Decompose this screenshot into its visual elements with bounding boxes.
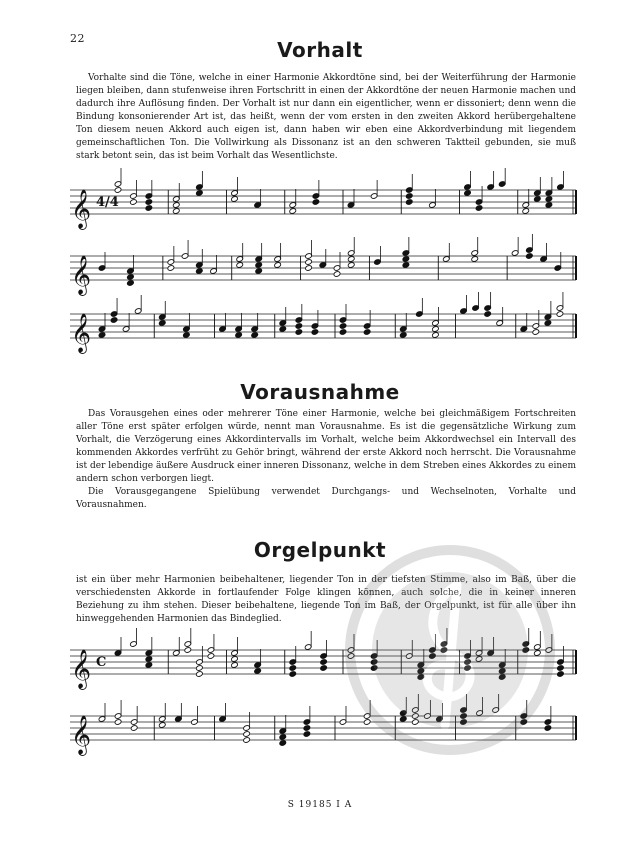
- vorhalt-staff-1: [68, 172, 580, 230]
- treble-clef-icon: 𝄞: [71, 649, 92, 689]
- time-signature: 4/4: [96, 195, 119, 210]
- section-title-orgelpunkt: Orgelpunkt: [253, 538, 387, 562]
- treble-clef-icon: 𝄞: [71, 715, 92, 755]
- treble-clef-icon: 𝄞: [71, 255, 92, 295]
- vorhalt-paragraph-text: Vorhalte sind die Töne, welche in einer Harmonie Akkordtöne sind, bei der Weiterführung der Harmonie liegen bleiben, dann stufenweise ihren Fortschritt in einen der Akkordtöne der neuen Harmonie machen und dadurch ihre Auflösung finden. Der Vorhalt ist nur dann ein eigentlicher, wenn er dissoniert; denn wenn die Bindung konsonierender Art ist, das heißt, wenn der vom ersten in den zweiten Akkord herübergehaltene Ton diesem neuen Akkord auch eigen ist, dann haben wir eben eine Akkordverbindung mit liegendem gemeinschaftlichen Ton. Die Vollwirkung als Dissonanz ist an den schweren Taktteil gebunden, sie muß stark betont sein, das ist beim Vorhalt das Wesentlichste.: [76, 73, 576, 161]
- page-number: 22: [70, 32, 85, 45]
- section-title-vorhalt: Vorhalt: [277, 38, 363, 62]
- vorhalt-paragraph: [76, 72, 576, 163]
- treble-clef-seal-icon: [345, 545, 555, 755]
- footer-plate-number: S 19185 I A: [287, 800, 353, 810]
- vorausnahme-paragraph-text-2: Die Vorausgegangene Spielübung verwendet Durchgangs- und Wechselnoten, Vorhalte und Vorausnahmen.: [76, 487, 576, 510]
- vorhalt-staff-3: [68, 300, 580, 352]
- vorausnahme-paragraph: [76, 408, 576, 512]
- time-signature: C: [96, 655, 107, 670]
- orgelpunkt-paragraph-text: ist ein über mehr Harmonien beibehaltener, liegender Ton in der tiefsten Stimme, also im Baß, über die verschiedensten Akkorde in fortlaufender Folge klingen können, auch solche, die in keiner inneren Beziehung zu ihm stehen. Dieser beibehaltene, liegende Ton im Baß, der Orgelpunkt, ist für alle über ihn hinweggehenden Harmonien das Bindeglied.: [76, 575, 576, 624]
- treble-clef-icon: 𝄞: [71, 189, 92, 229]
- treble-clef-icon: 𝄞: [71, 313, 92, 353]
- vorhalt-staff-2: [68, 238, 580, 296]
- section-title-vorausnahme: Vorausnahme: [240, 380, 400, 404]
- vorausnahme-paragraph-text-1: Das Vorausgehen eines oder mehrerer Töne einer Harmonie, welche bei gleichmäßigem Fortschreiten aller Töne erst später erfolgen würde, nennt man Vorausnahme. Es ist die gegensätzliche Wirkung zum Vorhalt, die Verzögerung eines Akkordintervalls im Vorhalt, welche beim Akkordwechsel ein Intervall des kommenden Akkordes verfrüht zu Gehör bringt, während der erste Akkord noch herrscht. Die Vorausnahme ist der lebendige äußere Ausdruck einer inneren Dissonanz, welche in dem Streben eines Akkordes zu einem andern schon verborgen liegt.: [76, 409, 576, 484]
